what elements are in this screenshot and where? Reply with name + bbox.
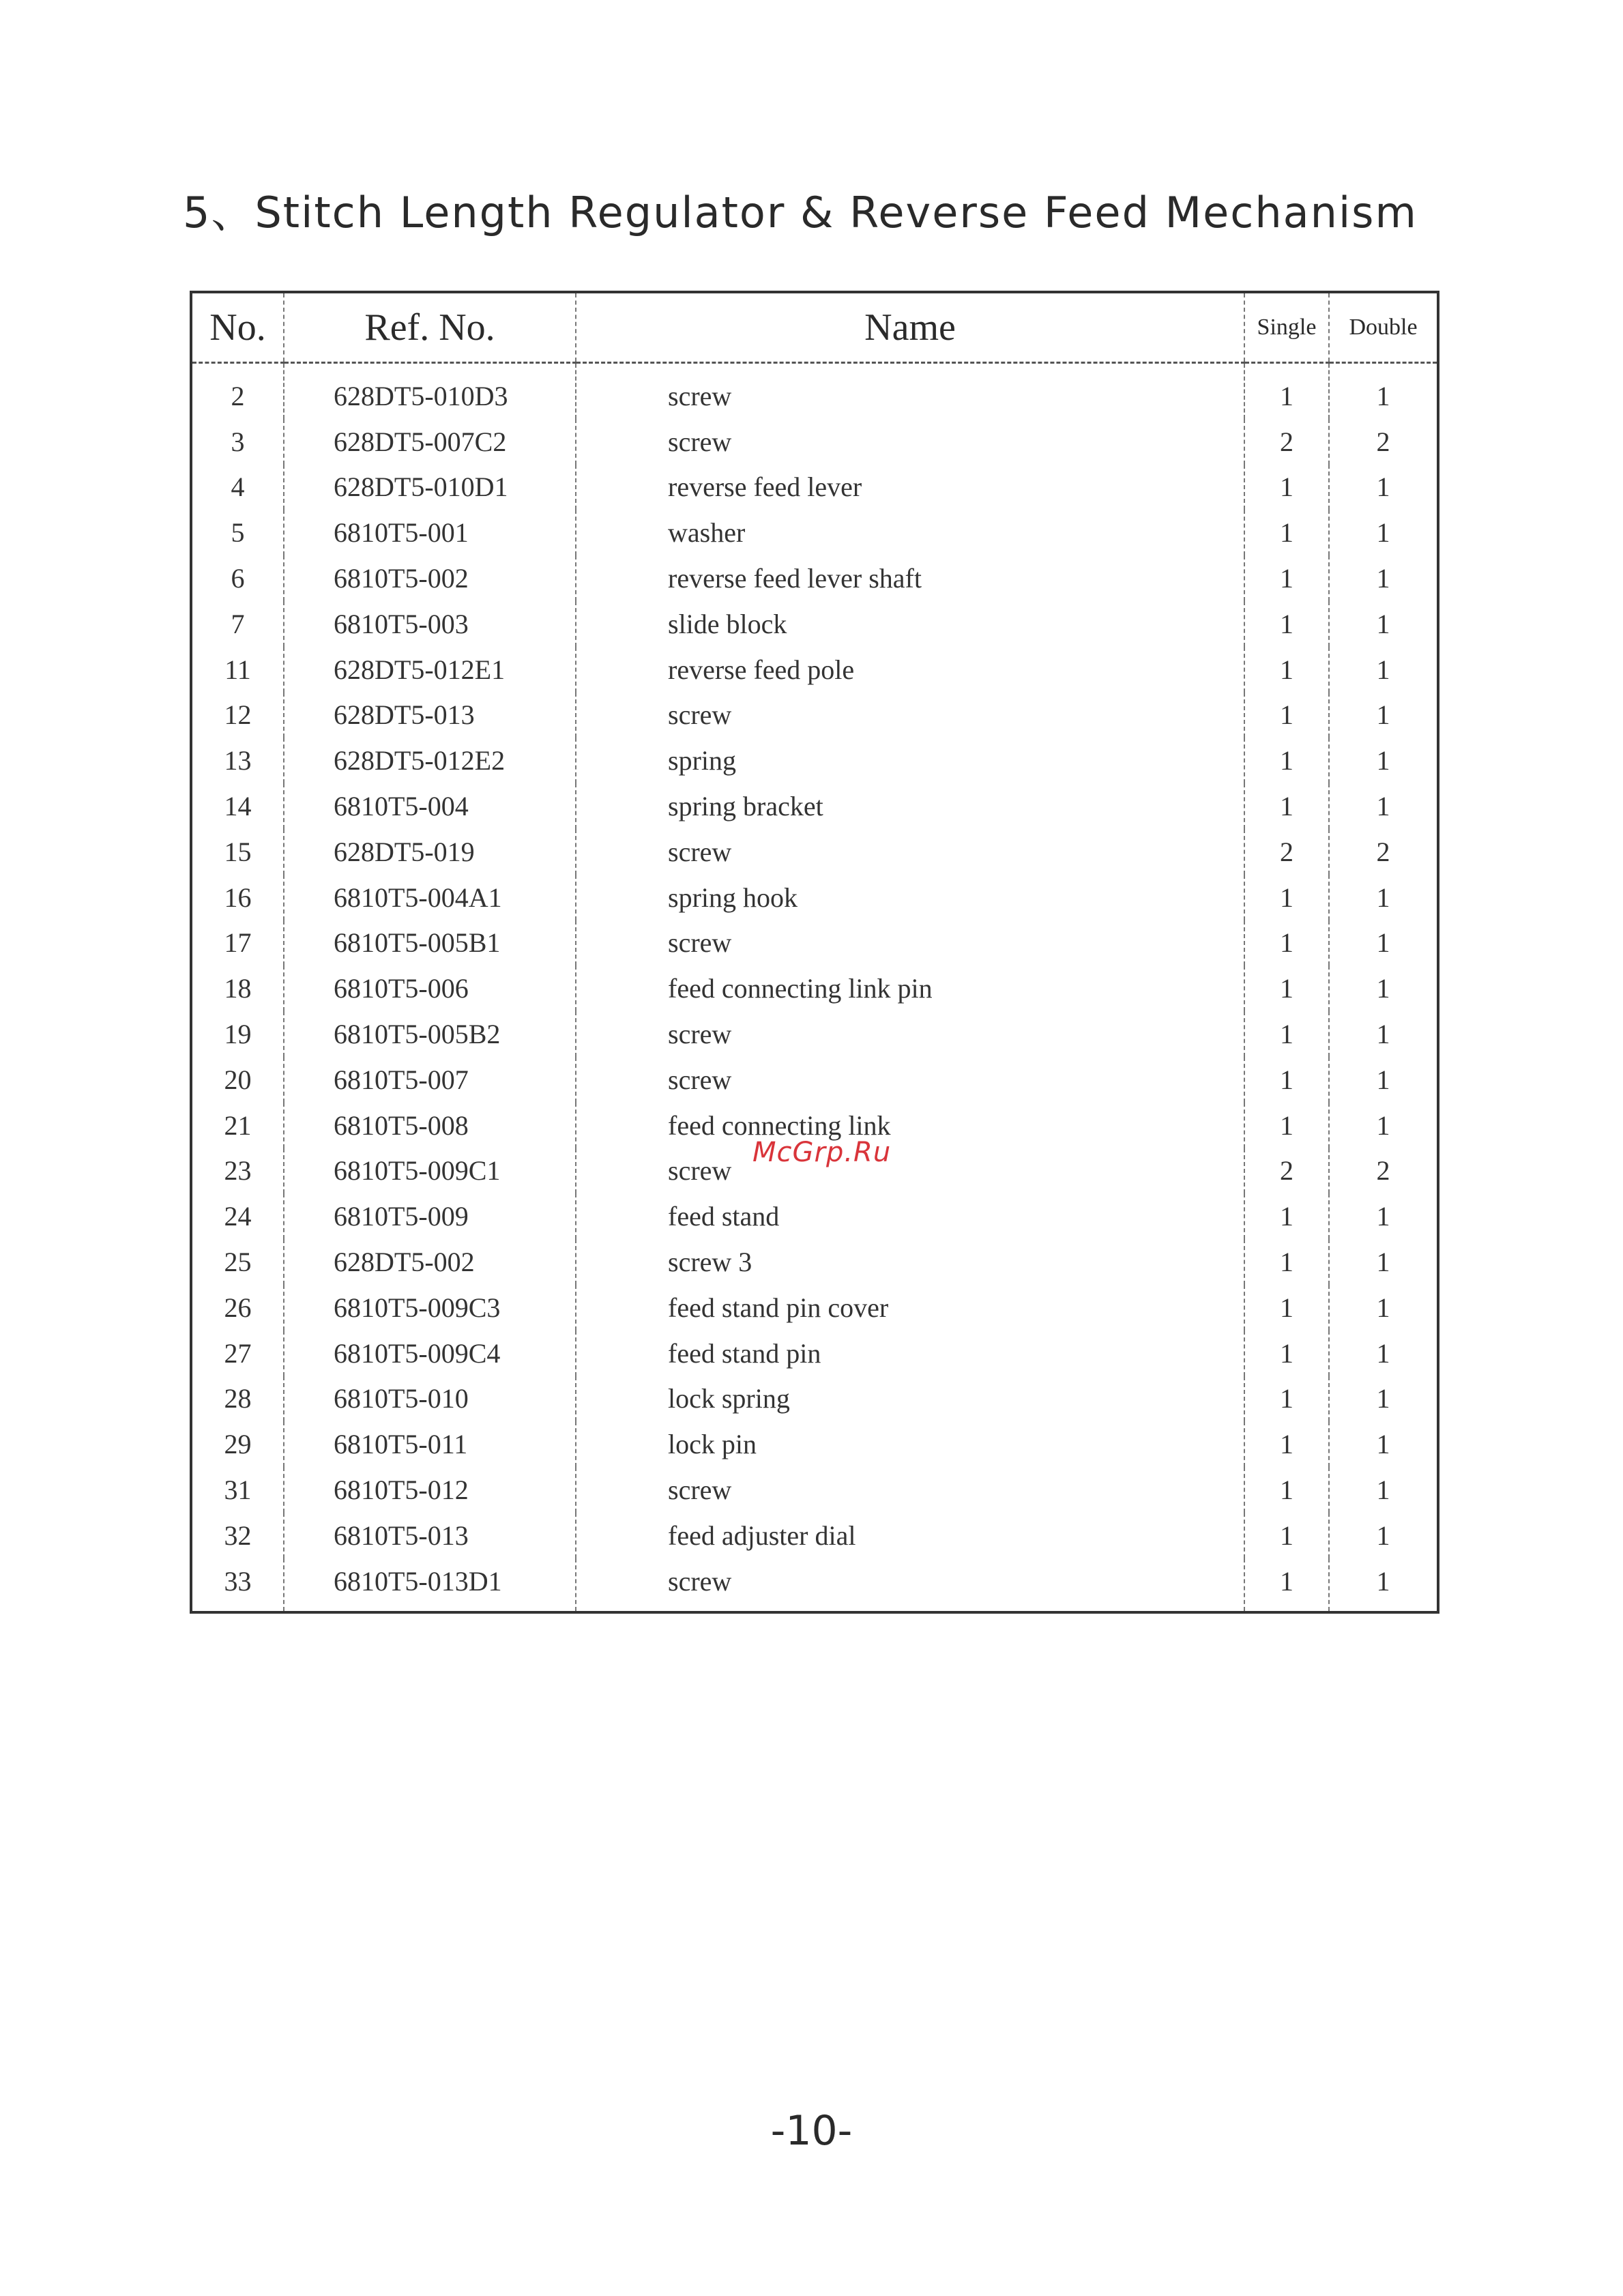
cell-single: 1 [1244,1103,1329,1148]
cell-no: 6 [191,555,284,601]
cell-name: screw [576,1558,1244,1612]
cell-name: screw [576,419,1244,465]
cell-name: reverse feed lever shaft [576,555,1244,601]
cell-no: 31 [191,1467,284,1513]
cell-name: screw [576,1148,1244,1194]
cell-double: 2 [1329,419,1438,465]
cell-double: 2 [1329,1148,1438,1194]
cell-no: 21 [191,1103,284,1148]
cell-single: 1 [1244,1193,1329,1239]
header-no: No. [191,292,284,363]
cell-ref-no: 6810T5-013 [284,1513,576,1558]
cell-no: 5 [191,510,284,555]
table-row [191,465,1438,510]
table-row [191,1011,1438,1057]
cell-single: 1 [1244,1421,1329,1467]
cell-double: 1 [1329,738,1438,783]
cell-ref-no: 6810T5-009 [284,1193,576,1239]
cell-no: 19 [191,1011,284,1057]
cell-name: washer [576,510,1244,555]
cell-no: 4 [191,465,284,510]
cell-double: 2 [1329,829,1438,875]
cell-no: 7 [191,601,284,647]
cell-no: 13 [191,738,284,783]
cell-ref-no: 6810T5-011 [284,1421,576,1467]
cell-double: 1 [1329,920,1438,966]
cell-double: 1 [1329,1057,1438,1103]
cell-ref-no: 6810T5-002 [284,555,576,601]
cell-double: 1 [1329,1285,1438,1331]
cell-name: lock spring [576,1376,1244,1422]
cell-ref-no: 6810T5-001 [284,510,576,555]
table-row [191,783,1438,829]
cell-single: 1 [1244,783,1329,829]
cell-ref-no: 6810T5-010 [284,1376,576,1422]
cell-no: 14 [191,783,284,829]
cell-double: 1 [1329,1421,1438,1467]
table-row [191,419,1438,465]
cell-double: 1 [1329,1467,1438,1513]
cell-ref-no: 6810T5-007 [284,1057,576,1103]
cell-no: 17 [191,920,284,966]
cell-single: 1 [1244,1513,1329,1558]
cell-no: 2 [191,363,284,419]
cell-double: 1 [1329,693,1438,738]
cell-single: 2 [1244,829,1329,875]
cell-no: 33 [191,1558,284,1612]
cell-ref-no: 628DT5-010D3 [284,363,576,419]
table-row [191,647,1438,693]
cell-ref-no: 6810T5-008 [284,1103,576,1148]
table-row [191,1239,1438,1285]
table-row [191,1285,1438,1331]
table-row [191,363,1438,419]
cell-ref-no: 628DT5-007C2 [284,419,576,465]
cell-single: 1 [1244,875,1329,920]
cell-no: 27 [191,1331,284,1376]
cell-double: 1 [1329,1239,1438,1285]
cell-ref-no: 6810T5-004A1 [284,875,576,920]
cell-name: feed stand [576,1193,1244,1239]
cell-single: 1 [1244,738,1329,783]
cell-single: 2 [1244,1148,1329,1194]
cell-double: 1 [1329,510,1438,555]
cell-ref-no: 6810T5-005B1 [284,920,576,966]
cell-ref-no: 6810T5-003 [284,601,576,647]
cell-name: spring hook [576,875,1244,920]
cell-no: 24 [191,1193,284,1239]
cell-no: 16 [191,875,284,920]
table-row [191,510,1438,555]
cell-no: 23 [191,1148,284,1194]
parts-table-body [191,363,1438,1612]
table-row [191,1513,1438,1558]
cell-single: 1 [1244,601,1329,647]
cell-single: 1 [1244,1011,1329,1057]
table-row [191,1193,1438,1239]
cell-name: screw [576,363,1244,419]
cell-double: 1 [1329,1011,1438,1057]
cell-single: 1 [1244,647,1329,693]
cell-double: 1 [1329,555,1438,601]
cell-no: 25 [191,1239,284,1285]
cell-ref-no: 628DT5-010D1 [284,465,576,510]
page-number: -10- [770,2107,853,2155]
cell-no: 28 [191,1376,284,1422]
cell-double: 1 [1329,783,1438,829]
cell-ref-no: 6810T5-006 [284,965,576,1011]
cell-double: 1 [1329,1376,1438,1422]
cell-double: 1 [1329,875,1438,920]
cell-ref-no: 6810T5-004 [284,783,576,829]
cell-no: 11 [191,647,284,693]
cell-single: 1 [1244,965,1329,1011]
header-name: Name [576,292,1244,363]
cell-ref-no: 6810T5-009C4 [284,1331,576,1376]
table-row [191,920,1438,966]
cell-double: 1 [1329,1558,1438,1612]
cell-double: 1 [1329,465,1438,510]
watermark: McGrp.Ru [752,1137,892,1168]
parts-table [190,291,1439,1614]
cell-single: 1 [1244,693,1329,738]
cell-single: 1 [1244,555,1329,601]
cell-name: spring [576,738,1244,783]
cell-double: 1 [1329,1513,1438,1558]
table-row [191,1376,1438,1422]
cell-name: feed stand pin [576,1331,1244,1376]
header-ref-no: Ref. No. [284,292,576,363]
cell-double: 1 [1329,647,1438,693]
cell-name: reverse feed pole [576,647,1244,693]
table-row [191,601,1438,647]
cell-single: 1 [1244,465,1329,510]
cell-single: 1 [1244,1057,1329,1103]
cell-ref-no: 6810T5-005B2 [284,1011,576,1057]
cell-ref-no: 628DT5-019 [284,829,576,875]
cell-ref-no: 628DT5-012E2 [284,738,576,783]
cell-single: 1 [1244,1239,1329,1285]
cell-ref-no: 6810T5-013D1 [284,1558,576,1612]
cell-single: 1 [1244,510,1329,555]
cell-no: 20 [191,1057,284,1103]
cell-name: feed connecting link pin [576,965,1244,1011]
cell-no: 26 [191,1285,284,1331]
cell-no: 32 [191,1513,284,1558]
cell-no: 18 [191,965,284,1011]
table-row [191,965,1438,1011]
cell-name: feed adjuster dial [576,1513,1244,1558]
cell-ref-no: 6810T5-009C1 [284,1148,576,1194]
page-title: 5、Stitch Length Regulator & Reverse Feed Mechanism [183,188,1418,237]
cell-single: 1 [1244,1331,1329,1376]
table-row [191,829,1438,875]
cell-name: feed stand pin cover [576,1285,1244,1331]
cell-double: 1 [1329,601,1438,647]
header-double: Double [1329,292,1438,363]
cell-double: 1 [1329,363,1438,419]
cell-no: 12 [191,693,284,738]
cell-ref-no: 6810T5-009C3 [284,1285,576,1331]
cell-single: 2 [1244,419,1329,465]
table-row [191,1421,1438,1467]
cell-name: feed connecting link [576,1103,1244,1148]
cell-name: screw [576,1057,1244,1103]
cell-name: screw 3 [576,1239,1244,1285]
cell-double: 1 [1329,965,1438,1011]
cell-single: 1 [1244,363,1329,419]
cell-single: 1 [1244,1285,1329,1331]
cell-name: screw [576,1011,1244,1057]
table-row [191,738,1438,783]
table-row [191,1558,1438,1612]
cell-name: lock pin [576,1421,1244,1467]
cell-ref-no: 628DT5-012E1 [284,647,576,693]
cell-single: 1 [1244,1467,1329,1513]
table-row [191,555,1438,601]
cell-name: screw [576,1467,1244,1513]
cell-ref-no: 628DT5-013 [284,693,576,738]
cell-name: spring bracket [576,783,1244,829]
table-header-row [191,292,1438,363]
cell-name: screw [576,693,1244,738]
cell-name: reverse feed lever [576,465,1244,510]
table-row [191,1331,1438,1376]
cell-name: screw [576,829,1244,875]
cell-double: 1 [1329,1331,1438,1376]
cell-ref-no: 628DT5-002 [284,1239,576,1285]
table-row [191,1057,1438,1103]
table-row [191,875,1438,920]
cell-no: 3 [191,419,284,465]
cell-double: 1 [1329,1193,1438,1239]
cell-ref-no: 6810T5-012 [284,1467,576,1513]
table-row [191,693,1438,738]
cell-single: 1 [1244,1376,1329,1422]
table-row [191,1467,1438,1513]
cell-double: 1 [1329,1103,1438,1148]
cell-single: 1 [1244,920,1329,966]
cell-name: slide block [576,601,1244,647]
header-single: Single [1244,292,1329,363]
cell-name: screw [576,920,1244,966]
cell-no: 15 [191,829,284,875]
cell-single: 1 [1244,1558,1329,1612]
cell-no: 29 [191,1421,284,1467]
